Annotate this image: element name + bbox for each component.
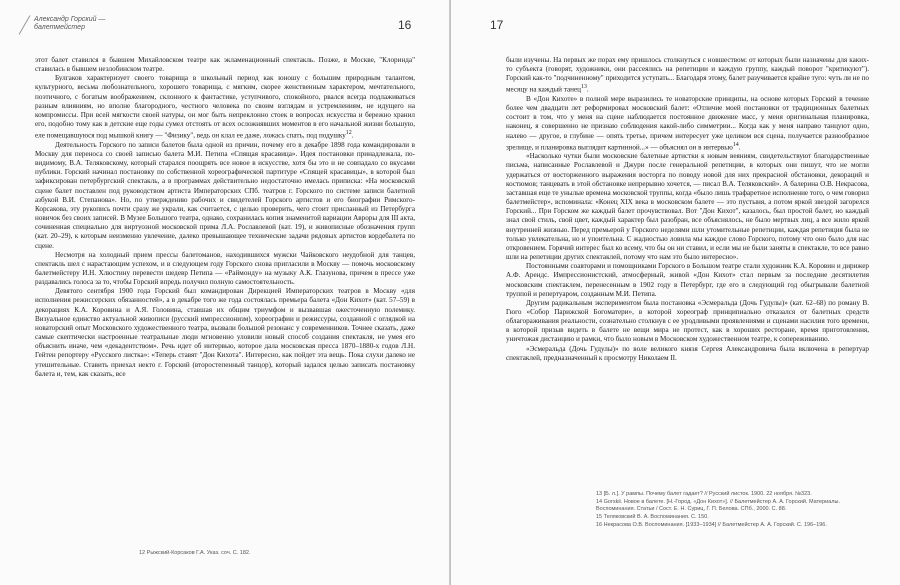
left-body-text: [35, 56, 415, 379]
paragraph: «Эсмеральда (Дочь Гудулы)» по воле великого князя Сергея Александровича была включена в репертуар спектаклей, предназначенный к просмотру Николаем II.: [506, 344, 869, 362]
footnote: 13 [Б. л.]. У рампы. Почему балет гадает? // Русский листок. 1900. 22 ноября. №323.: [596, 491, 812, 497]
paragraph-with-note: В «Дон Кихоте» в полной мере выразились те новаторские принципы, на основе которых Горский в течение более чем двадцати лет реформировал московский балет: «Отличие моей постановки от традиционных балетных состоит в том, что у меня на сцене наблюдается постоянное движение масс, у меня оригинальная планировка, наконец, я совершенно не признаю соблюдения какой-либо симметрии... Когда как у меня направо танцуют одно, налево — другое, в глубине — опять третье, причем интересует уже целиком вся сцена, получается разнообразное зрелище, и планировка выглядит картинной...» — объяснял он в интервью$^{14}$.: [506, 95, 869, 152]
running-head-title: балетмейстер: [34, 24, 85, 31]
running-head-author: Александр Горский —: [34, 16, 106, 23]
paragraph: Несмотря на холодный прием прессы балетоманов, находившихся мужски Чайковского неудобной для танцев, спектакль шел с нарастающим успехом, и в следующем году Горского снова пригласили в Москву — помочь московскому балетмейстеру И.Н. Хлюстину перевести шедевр Петипа — «Раймонду» на музыку А.К. Глазунова, причем в прессе уже раздавались голоса за то, чтобы Горский впредь получил полную самостоятельность.: [35, 250, 415, 287]
left-page: [0, 0, 449, 585]
paragraph-text: были изучены. На первых же порах ему пришлось столкнуться с новшеством: от которых были назначены для каких-то субъекта (говорят, художники, они рассеялись на репетиции и каждую группу, каждый поворот "критикуют"). Горский как-то "подчиненному" приходится уступать... Благодаря этому, балет разучивается крайне туго: чуть ли не по месяцу на каждый танец: [506, 56, 869, 94]
footnote: 12 Рыжский-Корсаков Г.А. Указ. соч. С. 182.: [139, 550, 251, 556]
paragraph: Девятого сентября 1900 года Горский был командирован Дирекцией Императорских театров в Москву «для исполнения режиссерских обязанностей», а в декабре того же года состоялась премьера балета «Дон Кихот» (кат. 57–59) в декорациях К.А. Коровина и А.Я. Головина, ставшая их общим триумфом и вызвавшая ожесточенную полемику. Визуальное единство актуальной живописи (русский импрессионизм), хореографии и режиссуры, созданной с оглядкой на новаторский опыт Московского художественного театра, вызвали большой резонанс у современников. Точнее сказать, даже самые скептически настроенные театральные люди мгновенно уловили новый способ создания спектакля, не умея его объяснить иначе, чем «декадентством». Речь идет об интервью, которое дала московская пресса 1870–1880-х годов Л.Н. Гейтен репортеру «Русского листка»: «Теперь ставят "Дон Кихота". Интересно, как пойдет эта вещь. Пока слухи далеко не утешительные. Ставить приехал некто г. Горский (второстепенный танцор), который задался целью записать постановку балета и, тем, как сказать, все: [35, 287, 415, 378]
running-head-rule: [19, 15, 31, 35]
paragraph: Постоянными соавторами и помощниками Горского в Большом театре стали художник К.А. Коровин и дирижер А.Ф. Арендс. Импрессионистский, атмосферный, живой «Дон Кихот» стал первым за последние десятилетия московским спектаклем, перенесенным в 1902 году в Петербург, где его в следующий год обыгрывали балетной труппой и репертуаром, созданным М.И. Петипа.: [506, 262, 869, 298]
paragraph: Деятельность Горского по записи балетов была одной из причин, почему его в декабре 1898 года командировали в Москву для переноса со своей записью балета М.И. Петипа «Спящая красавица». Идея постановки принадлежала, по-видимому, В.А. Теляковскому, который старался поощрять все новое в искусстве, хотя бы это и не совпадало со вкусами публики. Горский начинал постановку по собственной хореографической партитуре «Спящей красавицы», в которой был зафиксирован петербургский спектакль, а в программах действительно недостаточно имелась приписка: «На московской сцене балет поставлен под руководством артиста Императорских СПб. театров г. Горского по системе записи балетной азбукой В.И. Степанова». Но, по утверждению рабочих и свидетелей Горского артистов и его биографии Римского-Корсакова, эту рукопись почти сразу же украли, как считается, с целью проверить, чего стоит присланный из Петербурга новичок без своих записей. В Музее Большого театра, однако, сохранилась копия знаменитой вариации Авроры для III акта, сочиненная специально для виртуозной московской прима Л.А. Рославлевой (кат. 19), и живописные обозначения групп (кат. 20–29), к которым неизменно увлечение, далеко превышающее технические задачи рядовых артистов кордебалета по сцене.: [35, 140, 415, 250]
paragraph: Другим радикальным экспериментом была постановка «Эсмеральда (Дочь Гудулы)» (кат. 62–68) по роману В. Гюго «Собор Парижской Богоматери», в которой хореограф принципиально отказался от балетных средств облагораживания реальности, сознательно столкнув с ее уродливыми проявлениями и сценами насилия того времени, в которой призыв видеть в балете не вещи мира не протест, как в хороших ресторане, время приготовления, уничтожая дистанцию и рамки, что было новым в Московском художественном театре, к сопереживанию.: [506, 298, 869, 344]
footnote: 14 Gorskii. Новое в балете. [Н.-Город. «Дон Кихот»]. // Балетмейстер А. А. Горский. Материалы. Воспоминания. Статьи / Сост. Е. Н. Суриц, Г. П. Белова. СПб., 2000. С. 88.: [596, 499, 841, 512]
paragraph-text: В «Дон Кихоте» в полной мере выразились те новаторские принципы, на основе которых Горский в течение более чем двадцати лет реформировал московский балет: «Отличие моей постановки от традиционных балетных состоит в том, что у меня на сцене наблюдается постоянное движение масс, у меня оригинальная планировка, наконец, я совершенно не признаю соблюдения какой-либо симметрии... Когда как у меня направо танцуют одно, налево — другое, в глубине — опять третье, причем интересует уже целиком вся сцена, получается разнообразное зрелище, и планировка выглядит картинной...» — объяснял он в интервью: [506, 95, 869, 152]
right-footnotes: [596, 491, 866, 530]
footnote: 16 Некрасова О.В. Воспоминания. [1933–1934] // Балетмейстер А. А. Горский. С. 196–196.: [596, 522, 827, 528]
page-number-right: 17: [490, 18, 504, 32]
paragraph-with-note: Булгаков характеризует своего товарища в школьный период как юношу с большим природным талантом, культурного, весьма любознательного, хорошего товарища, с мягким, скорее женственным характером, мечтательного, поэтичного, с богатым воображением, склонного к фантастике, уступчивого, спокойного, рвался всегда подлаживаться разным влияниям, но вполне благородного, честного человека по своим взглядам и устремлениям, не идущего на компромиссы. При всей мягкости своей натуры, он мог быть непреклонно стоек в вопросах искусства и бережно хранил его, подобно тому как в детские еще годы сумел отстоять от всех осложнявших моментов в его начальной жизни большую, еле помещавшуюся под мышкой книгу — "Физику", ведь он клал ее даже, ложась спать, под подушку$^{12}$.: [35, 74, 415, 140]
right-body-text: [506, 56, 869, 363]
left-footnotes: [139, 550, 409, 558]
page-number-left: 16: [398, 18, 412, 32]
footnote-ref: 12: [345, 130, 352, 137]
footnote-ref: 13: [580, 84, 587, 91]
running-head: [34, 16, 105, 32]
paragraph: этот балет ставился в бывшем Михайловском театре как экламенационный спектакль. Позже, в Москве, "Клоринда" ставилась в бывшем незлобинском театре.: [35, 56, 415, 74]
right-page: [451, 0, 900, 585]
paragraph-with-note: были изучены. На первых же порах ему пришлось столкнуться с новшеством: от которых были назначены для каких-то субъекта (говорят, художники, они рассеялись на репетиции и каждую группу, каждый поворот "критикуют"). Горский как-то "подчиненному" приходится уступать... Благодаря этому, балет разучивается крайне туго: чуть ли не по месяцу на каждый танец$^{13}$.: [506, 56, 869, 94]
paragraph: «Насколько чутки были московские балетные артистки к новым веяниям, свидетельствуют благодарственные письма, написанные Рославлевой и Джури после генеральной репетиции, в которых они пишут, что не могли удержаться от восторженного выражения восторга по поводу новой для них прекрасной обстановки, декораций и костюмов; танцевать в этой обстановке непрерывно хочется, — писал В.А. Теляковский». А балерина О.В. Некрасова, заставшая еще те унылые времена московской труппы, когда «было лишь трафаретное исполнение того, о чем говорил балетмейстер», вспоминала: «Конец XIX века в московском балете — это пустыня, а потом яркой звездой загорелся Горский... При Горском же каждый балет прочувствовал. Вот "Дон Кихот", казалось, был простой балет, но каждый знал свой стиль, свой цвет, каждый характер был разобран, все объяснялось, не было мертвых лиц, а все жило яркой внутренней жизнью. Перед премьерой у Горского неделями шли утомительные репетиции, каждая репетиция была не только увлекательна, но и упоительна. С жадностью ловила мы каждое слово Горского, потому что оно было для нас откровением. Горячий интерес был ко всему, что бы он ни ставил, и если мы не были заняты в спектакле, то все равно шли на репетиции других спектаклей, потому что нам это было интересно».: [506, 152, 869, 262]
footnote-ref: 14: [732, 141, 739, 148]
paragraph-text: Булгаков характеризует своего товарища в школьный период как юношу с большим природным талантом, культурного, весьма любознательного, хорошего товарища, с мягким, скорее женственным характером, мечтательного, поэтичного, с богатым воображением, склонного к фантастике, уступчивого, спокойного, рвался всегда подлаживаться разным влияниям, но вполне благородного, честного человека по своим взглядам и устремлениям, не идущего на компромиссы. При всей мягкости своей натуры, он мог быть непреклонно стоек в вопросах искусства и бережно хранил его, подобно тому как в детские еще годы сумел отстоять от всех осложнявших моментов в его начальной жизни большую, еле помещавшуюся под мышкой книгу — "Физику", ведь он клал ее даже, ложась спать, под подушку: [35, 74, 415, 140]
footnote: 15 Теляковский В. А. Воспоминания. С. 150.: [596, 514, 709, 520]
